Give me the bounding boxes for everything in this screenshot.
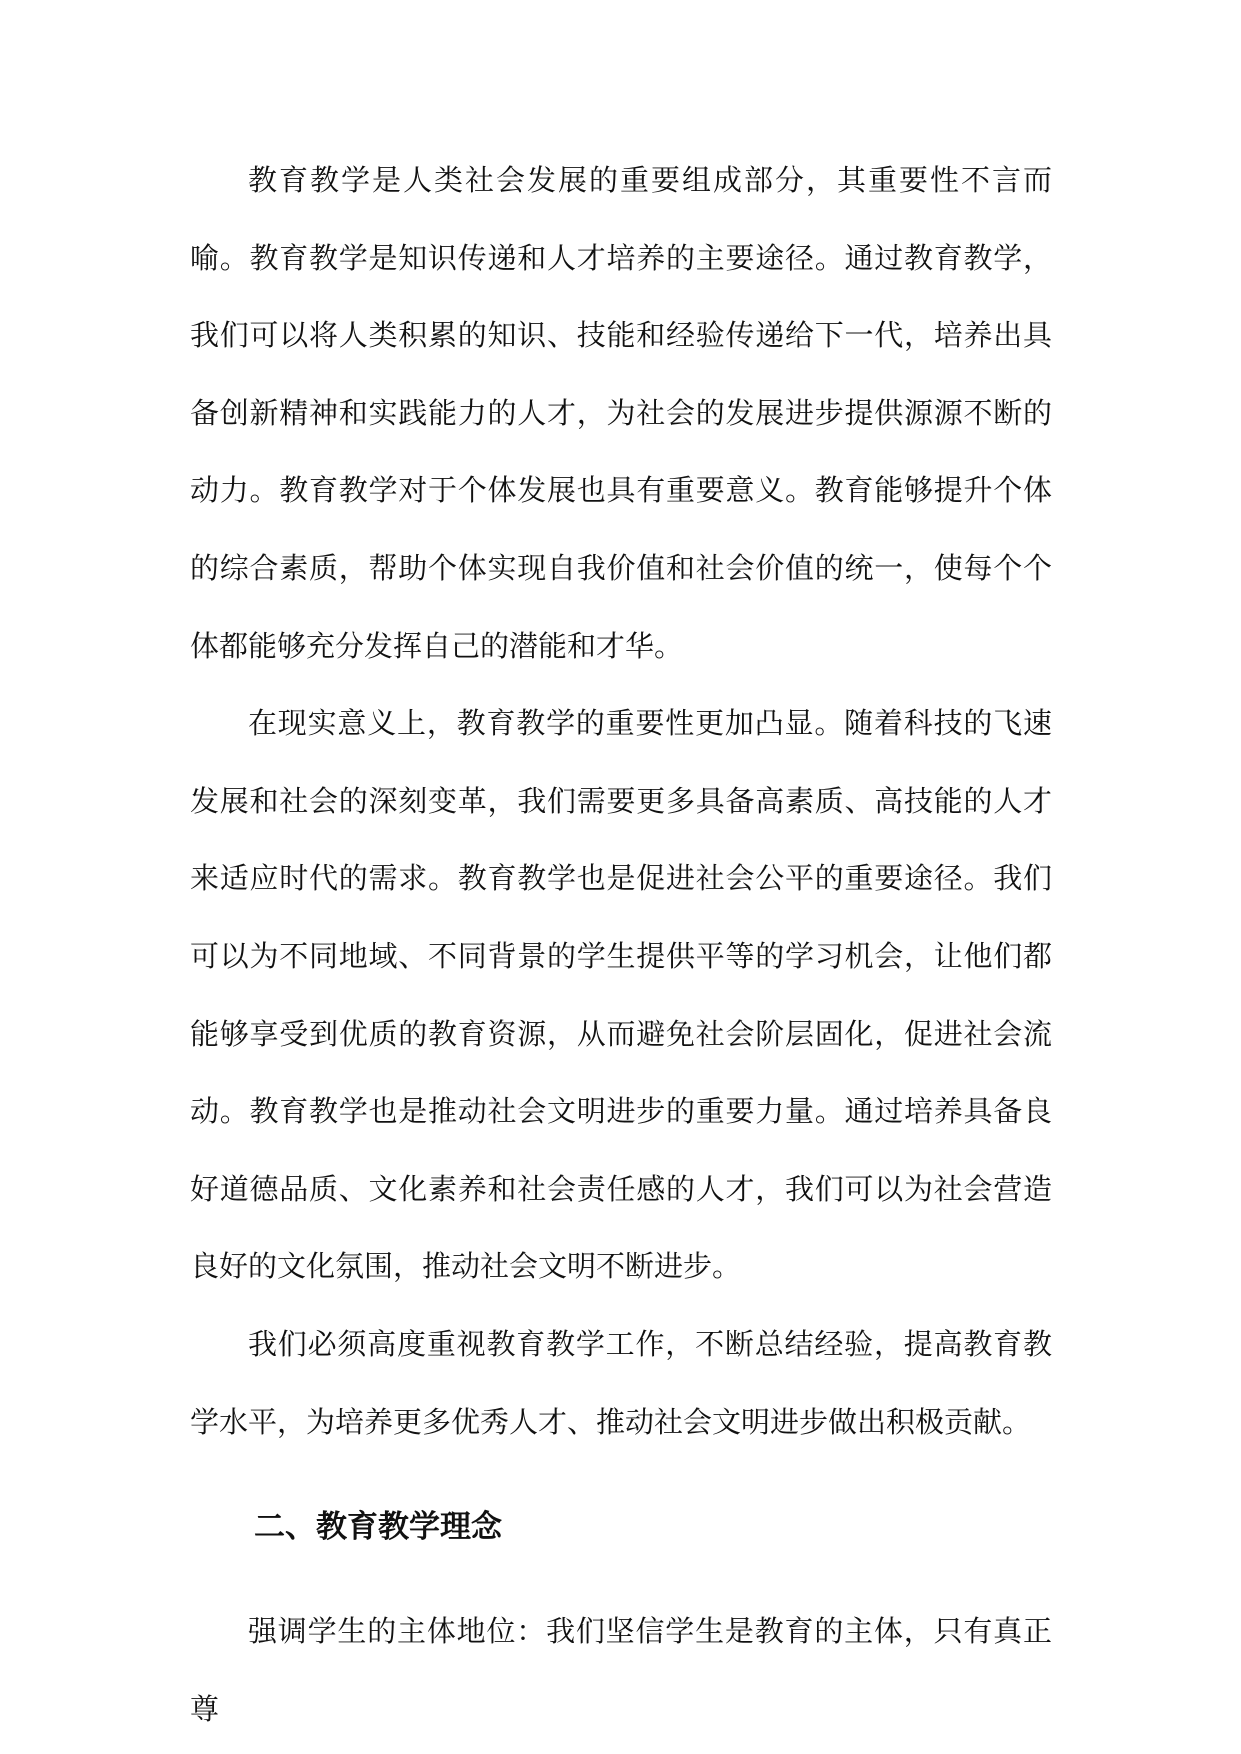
paragraph-student-subject: 强调学生的主体地位：我们坚信学生是教育的主体，只有真正尊	[190, 1614, 1052, 1726]
paragraph-practical-significance: 在现实意义上，教育教学的重要性更加凸显。随着科技的飞速发展和社会的深刻变革，我们需要更多具备高素质、高技能的人才来适应时代的需求。教育教学也是促进社会公平的重要途径。我们可以为不同地域、不同背景的学生提供平等的学习机会，让他们都能够享受到优质的教育资源，从而避免社会阶层固化，促进社会流动。教育教学也是推动社会文明进步的重要力量。通过培养具备良好道德品质、文化素养和社会责任感的人才，我们可以为社会营造良好的文化氛围，推动社会文明不断进步。	[190, 706, 1052, 1284]
paragraph-importance: 教育教学是人类社会发展的重要组成部分，其重要性不言而喻。教育教学是知识传递和人才培养的主要途径。通过教育教学，我们可以将人类积累的知识、技能和经验传递给下一代，培养出具备创新精神和实践能力的人才，为社会的发展进步提供源源不断的动力。教育教学对于个体发展也具有重要意义。教育能够提升个体的综合素质，帮助个体实现自我价值和社会价值的统一，使每个个体都能够充分发挥自己的潜能和才华。	[190, 163, 1052, 663]
section-heading: 二、教育教学理念	[254, 1509, 502, 1546]
document-body	[190, 142, 1052, 1748]
paragraph-conclusion: 我们必须高度重视教育教学工作，不断总结经验，提高教育教学水平，为培养更多优秀人才、推动社会文明进步做出积极贡献。	[190, 1326, 1052, 1439]
